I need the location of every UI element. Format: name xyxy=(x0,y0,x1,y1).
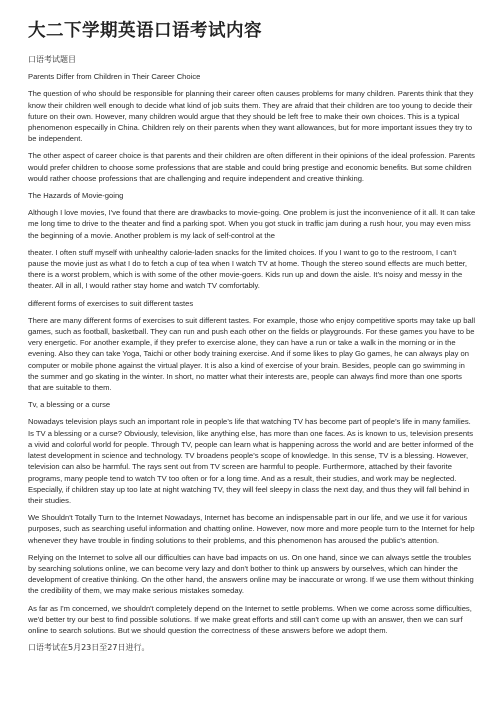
section-heading-movie-going: The Hazards of Movie-going xyxy=(28,191,124,201)
paragraph: As far as I'm concerned, we shouldn't completely depend on the Internet to settle problems. When we come across some difficulties, we'd better try our best to find possible solutions. If we make great efforts and still can't come up with an answer, then we can surf online to search solutions. But we should question the correctness of these answers before we adopt them. xyxy=(28,603,472,635)
paragraph: The other aspect of career choice is that parents and their children are often different in their opinions of the ideal profession. Parents would prefer children to choose some professions that are stable and could bring prestige and economic benefits. But some children would rather choose professions that are challenging and require independent and creative thinking. xyxy=(28,151,475,183)
paragraph: Although I love movies, I've found that there are drawbacks to movie-going. One problem is just the inconvenience of it all. It can take me long time to drive to the theater and find a parking spot. When you got stuck in traffic jam during a rush hour, you may even miss the beginning of a movie. Another problem is my lack of self-control at the xyxy=(28,208,476,240)
paragraph: The question of who should be responsible for planning their career often causes problems for many children. Parents think that they know their children well enough to decide what kind of job suits them. They are afraid that their children are too young to decide their future on their own. However, many children would argue that they should be left free to make their own choices. This is a typical phenomenon especailly in China. Children rely on their parents when they want allowances, but for more important issues they try to be independent. xyxy=(28,89,474,144)
paragraph: Nowadays television plays such an important role in people’s life that watching TV has become part of people’s life in many families. Is TV a blessing or a curse? Obviously, television, like anything else, has more than one faces. As is known to us, television presents a vivid and colorful world for people. Through TV, people can learn what is happening across the world and are better informed of the latest development in science and technology. TV broadens people’s scope of knowledge. In this sense, TV is a blessing. However, television can also be harmful. The rays sent out from TV screen are harmful to people. Furthermore, attached by their favorite programs, many people tend to watch TV too often or for a long time. And as a result, their studies, and work may be neglected. Especially, if children stay up too late at night watching TV, they will feel sleepy in class the next day, and thus they will fall behind in their studies. xyxy=(28,417,474,505)
section-heading-exercise: different forms of exercises to suit different tastes xyxy=(28,298,194,308)
section-heading-career: Parents Differ from Children in Their Career Choice xyxy=(28,72,201,82)
subtitle: 口语考试题目 xyxy=(28,55,76,64)
section-heading-tv: Tv, a blessing or a curse xyxy=(28,400,111,410)
page-title: 大二下学期英语口语考试内容 xyxy=(28,21,262,41)
footer-note: 口语考试在5月23日至27日进行。 xyxy=(28,643,150,653)
paragraph: There are many different forms of exercises to suit different tastes. For example, those who enjoy competitive sports may take up ball games, such as football, basketball. They can run and push each other on the fields or playgrounds. For these games you have to be very energetic. For another example, if they prefer to exercise alone, they can have a run or take a walk in the morning or in the evening. Also they can take Yoga, Taichi or other body training exercise. And if some likes to play Go games, he can always play on computer or mobile phone against the virtual player. It is also a kind of exercise of your brain. Besides, people can go swimming in the summer and go skating in the winter. In short, no matter what their interests are, people can always find more than one sports that are suitable to them. xyxy=(28,315,476,393)
paragraph: Relying on the Internet to solve all our difficulties can have bad impacts on us. On one hand, since we can always settle the troubles by searching solutions online, we can become very lazy and don't bother to think up answers by ourselves, which can hinder the development of creative thinking. On the other hand, the answers online may be inaccurate or wrong. If we use them without thinking the credibility of them, we may make serious mistakes someday. xyxy=(28,552,474,596)
paragraph: We Shouldn't Totally Turn to the Internet Nowadays, Internet has become an indispensable part in our life, and we use it for various purposes, such as searching useful information and chatting online. However, now more and more people turn to the Internet for help whenever they have trouble in finding solutions to their problems, and this phenomenon has aroused the public's attention. xyxy=(28,513,475,545)
paragraph: theater. I often stuff myself with unhealthy calorie-laden snacks for the limited choices. If you I want to go to the restroom, I can’t pause the movie just as what I do to fetch a cup of tea when I watch TV at home. Though the stereo sound effects are much better, there is a worst problem, which is with some of the other movie-goers. Kids run up and down the aisle. It’s noisy and messy in the theater. All in all, I would rather stay home and watch TV comfortably. xyxy=(28,247,468,291)
